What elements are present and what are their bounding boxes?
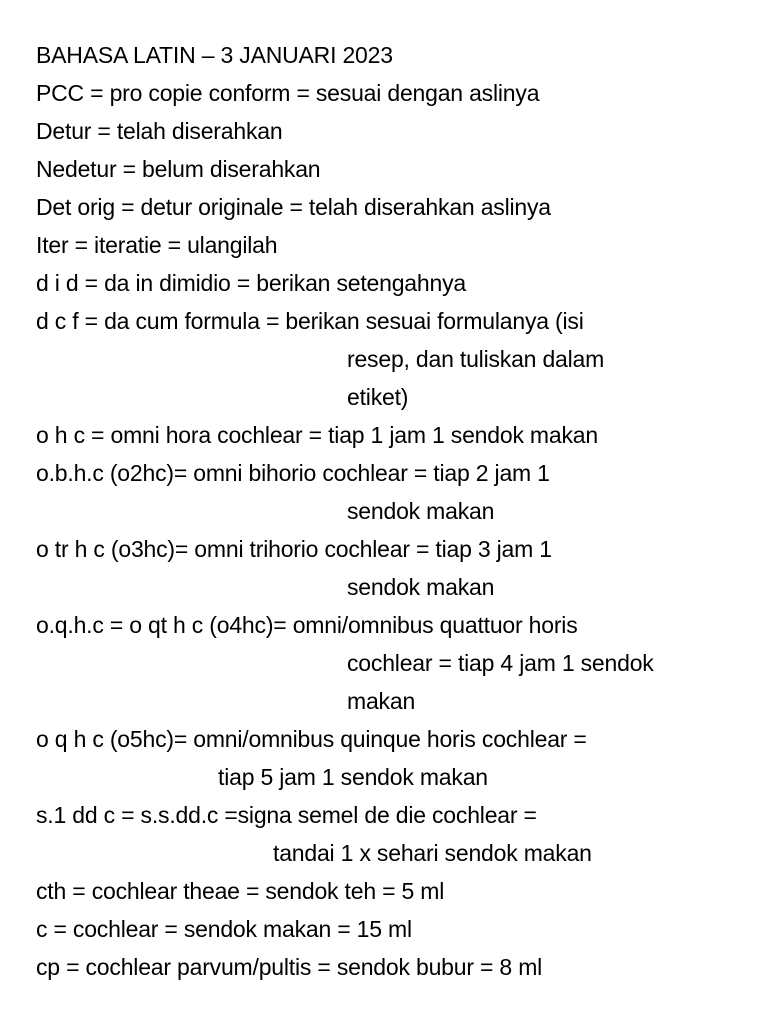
text-line: o.b.h.c (o2hc)= omni bihorio cochlear = tiap 2 jam 1 xyxy=(36,460,550,486)
text-line: PCC = pro copie conform = sesuai dengan aslinya xyxy=(36,80,540,106)
text-line: Detur = telah diserahkan xyxy=(36,118,283,144)
text-line: cth = cochlear theae = sendok teh = 5 ml xyxy=(36,878,445,904)
text-line-continuation: cochlear = tiap 4 jam 1 sendok xyxy=(347,650,654,676)
text-line: Nedetur = belum diserahkan xyxy=(36,156,321,182)
text-line-continuation: makan xyxy=(347,688,416,714)
text-line: o.q.h.c = o qt h c (o4hc)= omni/omnibus quattuor horis xyxy=(36,612,578,638)
text-line-continuation: sendok makan xyxy=(347,574,495,600)
text-line: c = cochlear = sendok makan = 15 ml xyxy=(36,916,412,942)
text-line: o h c = omni hora cochlear = tiap 1 jam 1 sendok makan xyxy=(36,422,598,448)
text-line: Iter = iteratie = ulangilah xyxy=(36,232,278,258)
text-line: s.1 dd c = s.s.dd.c =signa semel de die cochlear = xyxy=(36,802,537,828)
text-line: Det orig = detur originale = telah diserahkan aslinya xyxy=(36,194,551,220)
text-line: o tr h c (o3hc)= omni trihorio cochlear = tiap 3 jam 1 xyxy=(36,536,552,562)
text-line: d i d = da in dimidio = berikan setengahnya xyxy=(36,270,466,296)
text-line: d c f = da cum formula = berikan sesuai formulanya (isi xyxy=(36,308,584,334)
text-line-continuation: sendok makan xyxy=(347,498,495,524)
text-line-continuation: tiap 5 jam 1 sendok makan xyxy=(218,764,488,790)
text-line-continuation: tandai 1 x sehari sendok makan xyxy=(273,840,592,866)
text-line-continuation: etiket) xyxy=(347,384,409,410)
text-line: cp = cochlear parvum/pultis = sendok bubur = 8 ml xyxy=(36,954,543,980)
document-title: BAHASA LATIN – 3 JANUARI 2023 xyxy=(36,42,393,68)
text-line: o q h c (o5hc)= omni/omnibus quinque horis cochlear = xyxy=(36,726,587,752)
text-line-continuation: resep, dan tuliskan dalam xyxy=(347,346,605,372)
